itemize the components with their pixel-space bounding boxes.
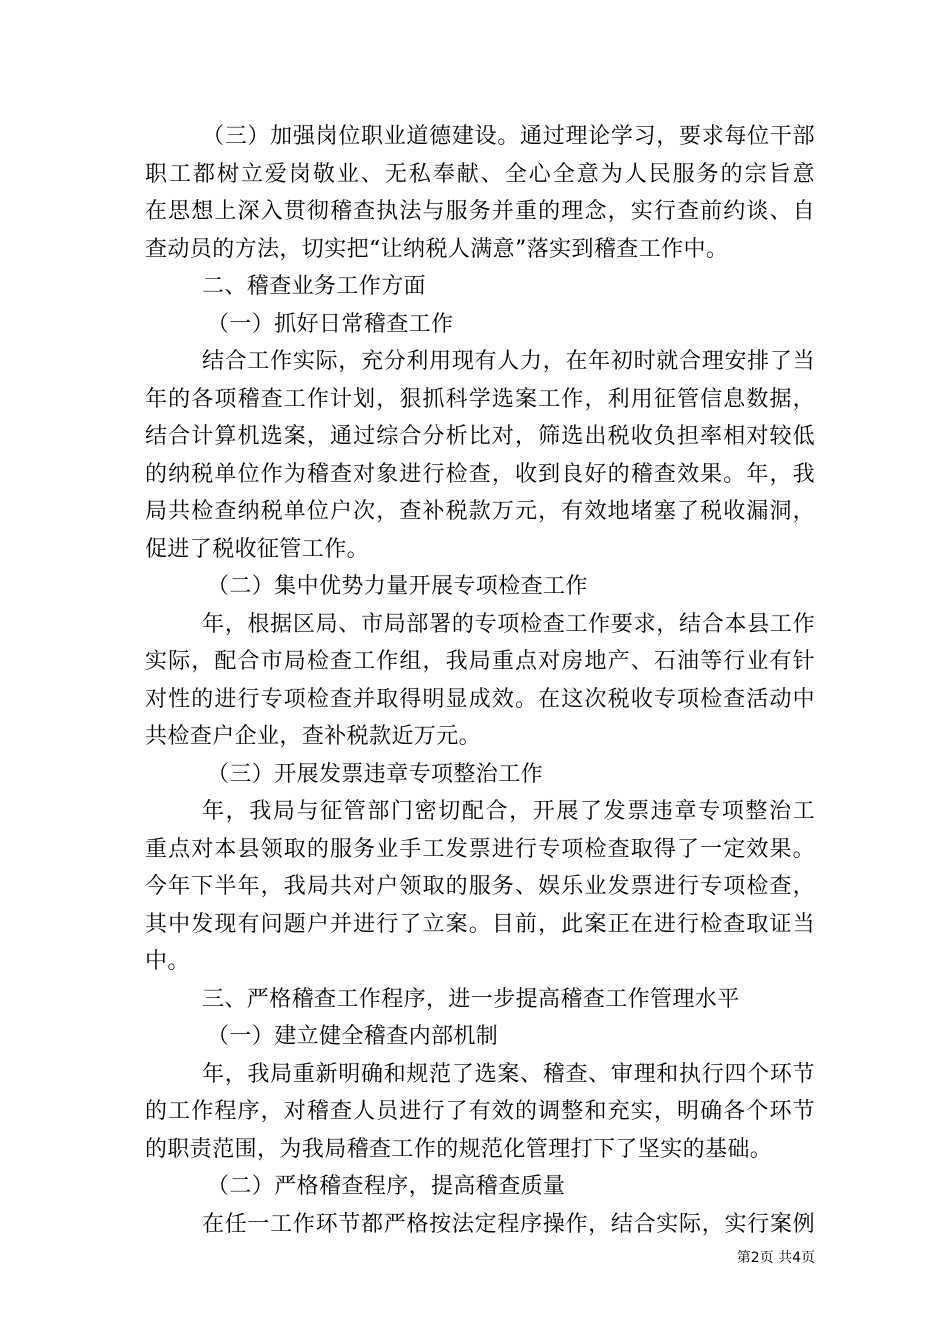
text-line: 促进了税收征管工作。	[145, 536, 370, 562]
document-body	[145, 118, 815, 1243]
text-line: （二）集中优势力量开展专项检查工作	[207, 574, 588, 599]
text-line: 的纳税单位作为稽查对象进行检查，收到良好的稽查效果。年，我	[145, 461, 815, 487]
text-line: 年，我局重新明确和规范了选案、稽查、审理和执行四个环节	[202, 1061, 815, 1087]
text-line: （一）建立健全稽查内部机制	[207, 1024, 499, 1049]
text-line: 二、稽查业务工作方面	[202, 274, 427, 299]
text-line: 重点对本县领取的服务业手工发票进行专项检查取得了一定效果。	[145, 836, 815, 862]
footer-prefix: 第	[736, 1250, 751, 1266]
text-line: 的工作程序，对稽查人员进行了有效的调整和充实，明确各个环节	[145, 1099, 815, 1124]
current-page-number: 2	[750, 1250, 760, 1266]
total-pages-number: 4	[792, 1250, 801, 1266]
text-line: 年的各项稽查工作计划，狠抓科学选案工作，利用征管信息数据，	[145, 386, 815, 412]
text-line: （二）严格稽查程序，提高稽查质量	[207, 1174, 566, 1199]
text-line: （一）抓好日常稽查工作	[207, 311, 454, 337]
footer-middle: 页 共	[759, 1250, 793, 1266]
footer-suffix: 页	[801, 1250, 815, 1266]
text-line: 职工都树立爱岗敬业、无私奉献、全心全意为人民服务的宗旨意	[145, 161, 815, 187]
text-line: 中。	[145, 949, 190, 974]
text-line: 在思想上深入贯彻稽查执法与服务并重的理念，实行查前约谈、自	[145, 199, 815, 224]
text-line: 查动员的方法，切实把“让纳税人满意”落实到稽查工作中。	[145, 236, 729, 262]
text-line: 对性的进行专项检查并取得明显成效。在这次税收专项检查活动中	[145, 686, 815, 712]
text-line: 共检查户企业，查补税款近万元。	[145, 724, 482, 749]
text-line: 年，我局与征管部门密切配合，开展了发票违章专项整治工	[202, 799, 815, 824]
text-line: 其中发现有问题户并进行了立案。目前，此案正在进行检查取证当	[145, 911, 815, 937]
text-line: （三）开展发票违章专项整治工作	[207, 761, 544, 787]
text-line: 局共检查纳税单位户次，查补税款万元，有效地堵塞了税收漏洞，	[145, 499, 815, 524]
text-line: 结合工作实际，充分利用现有人力，在年初时就合理安排了当	[202, 349, 815, 374]
text-line: 年，根据区局、市局部署的专项检查工作要求，结合本县工作	[202, 611, 815, 637]
text-line: 的职责范围，为我局稽查工作的规范化管理打下了坚实的基础。	[145, 1136, 773, 1162]
text-line: 结合计算机选案，通过综合分析比对，筛选出税收负担率相对较低	[145, 424, 815, 449]
text-line: （三）加强岗位职业道德建设。通过理论学习，要求每位干部	[202, 124, 815, 149]
page-footer	[700, 1248, 815, 1268]
text-line: 实际，配合市局检查工作组，我局重点对房地产、石油等行业有针	[145, 649, 815, 674]
text-line: 今年下半年，我局共对户领取的服务、娱乐业发票进行专项检查，	[145, 874, 815, 899]
text-line: 三、严格稽查工作程序，进一步提高稽查工作管理水平	[202, 986, 740, 1012]
text-line: 在任一工作环节都严格按法定程序操作，结合实际，实行案例	[202, 1211, 815, 1237]
